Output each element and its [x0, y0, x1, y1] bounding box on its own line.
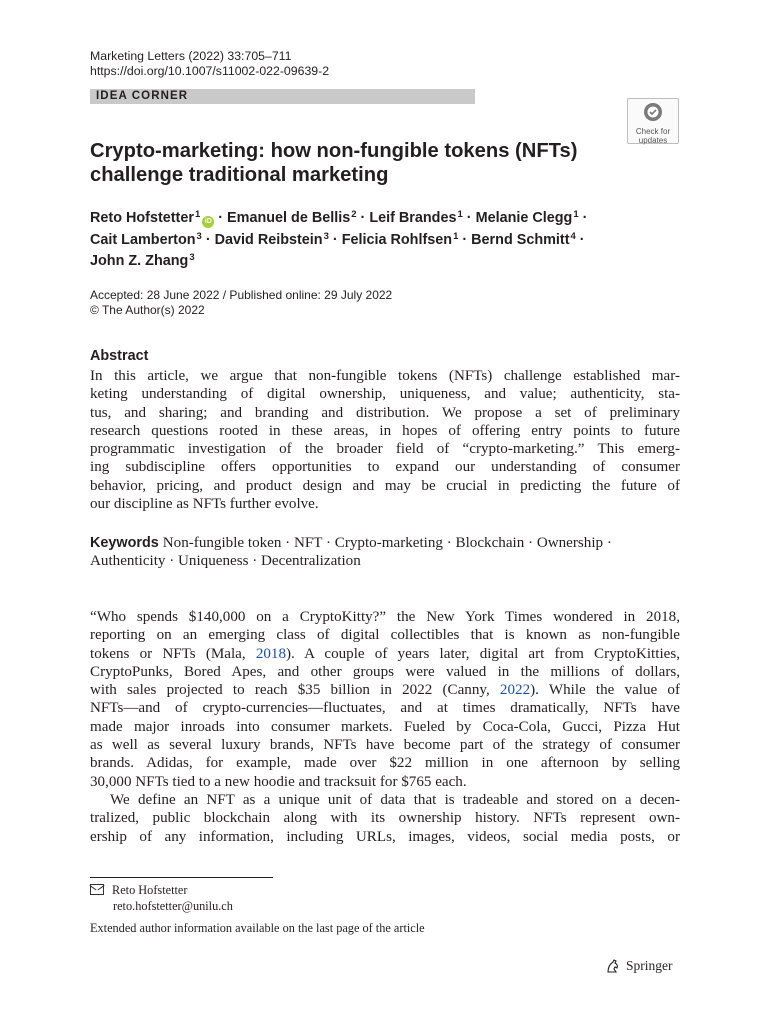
publisher-name: Springer: [626, 958, 673, 973]
check-updates-icon: [643, 102, 663, 122]
keywords-block: [90, 534, 680, 571]
author-name[interactable]: Leif Brandes: [369, 210, 457, 226]
title-line-2: challenge traditional marketing: [90, 164, 389, 186]
author-name[interactable]: John Z. Zhang: [90, 253, 189, 269]
check-for-updates-badge[interactable]: [627, 98, 679, 144]
footnote-rule: [90, 877, 273, 878]
journal-citation: Marketing Letters (2022) 33:705–711: [90, 49, 292, 63]
author-separator: ·: [458, 231, 472, 248]
author-affiliation: 1: [453, 230, 459, 242]
body-line: [90, 681, 680, 699]
author-name[interactable]: Reto Hofstetter: [90, 210, 194, 226]
article-title: [90, 139, 610, 187]
abstract-line: research questions rooted in these areas, in hopes of offering entry points to future: [90, 422, 680, 439]
corresponding-author: [90, 882, 233, 898]
author-separator: ·: [201, 231, 215, 248]
body-line: [90, 645, 680, 663]
title-line-1: Crypto-marketing: how non-fungible tokens (NFTs): [90, 140, 578, 162]
author-affiliation: 1: [573, 209, 579, 220]
abstract-line: behavior, pricing, and product design and may be crucial in predicting the future of: [90, 477, 680, 494]
abstract-body: [90, 367, 680, 513]
abstract-line: ing subdiscipline offers opportunities to expand our understanding of consumer: [90, 459, 680, 476]
body-text-fragment: ). While the value of: [530, 682, 681, 699]
copyright-line: © The Author(s) 2022: [90, 303, 205, 317]
citation-link-canny-2022[interactable]: 2022: [499, 682, 531, 699]
body-line: as well as several luxury brands, NFTs have become part of the strategy of consumer: [90, 737, 680, 754]
author-separator: ·: [575, 231, 585, 248]
citation-link-mala-2018[interactable]: 2018: [255, 645, 286, 662]
author-affiliation: 3: [196, 230, 202, 242]
doi-link[interactable]: https://doi.org/10.1007/s11002-022-09639-2: [90, 64, 330, 78]
author-name[interactable]: Emanuel de Bellis: [227, 210, 351, 226]
body-text-fragment: with sales projected to reach $35 billion in 2022 (Canny,: [90, 682, 500, 699]
author-list: [90, 208, 650, 273]
body-line: brands. Adidas, for example, made over $22 million in one afternoon by selling: [90, 755, 680, 772]
section-banner: [90, 89, 475, 104]
author-affiliation: 2: [351, 209, 357, 220]
body-line: ership of any information, including URLs, images, videos, social media posts, or: [90, 828, 680, 845]
author-affiliation: 1: [457, 209, 463, 220]
corresponding-author-email[interactable]: reto.hofstetter@unilu.ch: [113, 899, 233, 913]
extended-author-info: Extended author information available on the last page of the article: [90, 921, 425, 935]
keywords-heading: Keywords: [90, 535, 159, 551]
body-text-fragment: tokens or NFTs (Mala,: [90, 645, 256, 662]
body-line: “Who spends $140,000 on a CryptoKitty?” the New York Times wondered in 2018,: [90, 609, 680, 625]
abstract-heading: Abstract: [90, 348, 149, 364]
body-line: made major inroads into consumer markets. Fueled by Coca-Cola, Gucci, Pizza Hut: [90, 718, 680, 735]
author-name[interactable]: Cait Lamberton: [90, 231, 196, 248]
springer-horse-icon: [605, 958, 621, 974]
check-updates-line2: updates: [638, 136, 668, 145]
check-updates-line1: Check for: [635, 127, 671, 136]
author-separator: ·: [328, 231, 342, 248]
body-line: reporting on an emerging class of digital collectibles that is known as non-fungible: [90, 627, 680, 644]
author-separator: ·: [578, 210, 588, 226]
author-name[interactable]: Bernd Schmitt: [471, 231, 570, 248]
corresponding-author-footnote: [90, 882, 233, 914]
publication-dates: [90, 288, 392, 318]
author-affiliation: 3: [323, 230, 329, 242]
body-line: We define an NFT as a unique unit of data that is tradeable and stored on a decen-: [110, 791, 680, 808]
corresponding-author-name: Reto Hofstetter: [112, 883, 188, 897]
body-line: NFTs—and of crypto-currencies—fluctuates, and at times dramatically, NFTs have: [90, 700, 680, 717]
author-name[interactable]: Felicia Rohlfsen: [341, 231, 453, 248]
abstract-line: tus, and sharing; and branding and distribution. We propose a set of preliminary: [90, 404, 680, 421]
author-affiliation: 1: [194, 209, 201, 220]
journal-header: [90, 49, 329, 79]
author-affiliation: 4: [570, 230, 576, 242]
section-banner-label: IDEA CORNER: [96, 90, 189, 102]
body-text-fragment: ). A couple of years later, digital art from CryptoKitties,: [286, 645, 680, 662]
publisher-logo: [605, 958, 673, 974]
author-name[interactable]: David Reibstein: [214, 231, 323, 248]
author-separator: ·: [356, 210, 370, 226]
envelope-icon: [90, 884, 104, 895]
abstract-line: programmatic investigation of the broader field of “crypto-marketing.” This emerg-: [90, 441, 680, 458]
abstract-line: In this article, we argue that non-fungible tokens (NFTs) challenge established mar-: [90, 368, 680, 384]
keywords-list-1: Non-fungible token · NFT · Crypto-marketing · Blockchain · Ownership ·: [162, 535, 612, 551]
article-body: [90, 608, 680, 846]
keywords-line-1: [90, 534, 680, 552]
body-line: tralized, public blockchain along with its ownership history. NFTs represent own-: [90, 810, 680, 827]
abstract-line: keting understanding of digital ownership, uniqueness, and value; authenticity, sta-: [90, 386, 680, 403]
abstract-line: our discipline as NFTs further evolve.: [90, 496, 319, 513]
author-line-1: [90, 208, 650, 230]
body-line: CryptoPunks, Bored Apes, and other groups were valued in the millions of dollars,: [90, 663, 680, 680]
keywords-list-2: Authenticity · Uniqueness · Decentralization: [90, 553, 361, 570]
author-line-3: [90, 251, 650, 273]
author-affiliation: 3: [189, 252, 195, 263]
author-separator: ·: [214, 210, 228, 226]
author-separator: ·: [462, 210, 476, 226]
orcid-icon[interactable]: iD: [202, 216, 214, 228]
author-name[interactable]: Melanie Clegg: [475, 210, 573, 226]
accepted-published-line: Accepted: 28 June 2022 / Published online: 29 July 2022: [90, 288, 393, 302]
author-line-2: [90, 230, 650, 252]
body-line: 30,000 NFTs tied to a new hoodie and tracksuit for $765 each.: [90, 773, 467, 790]
